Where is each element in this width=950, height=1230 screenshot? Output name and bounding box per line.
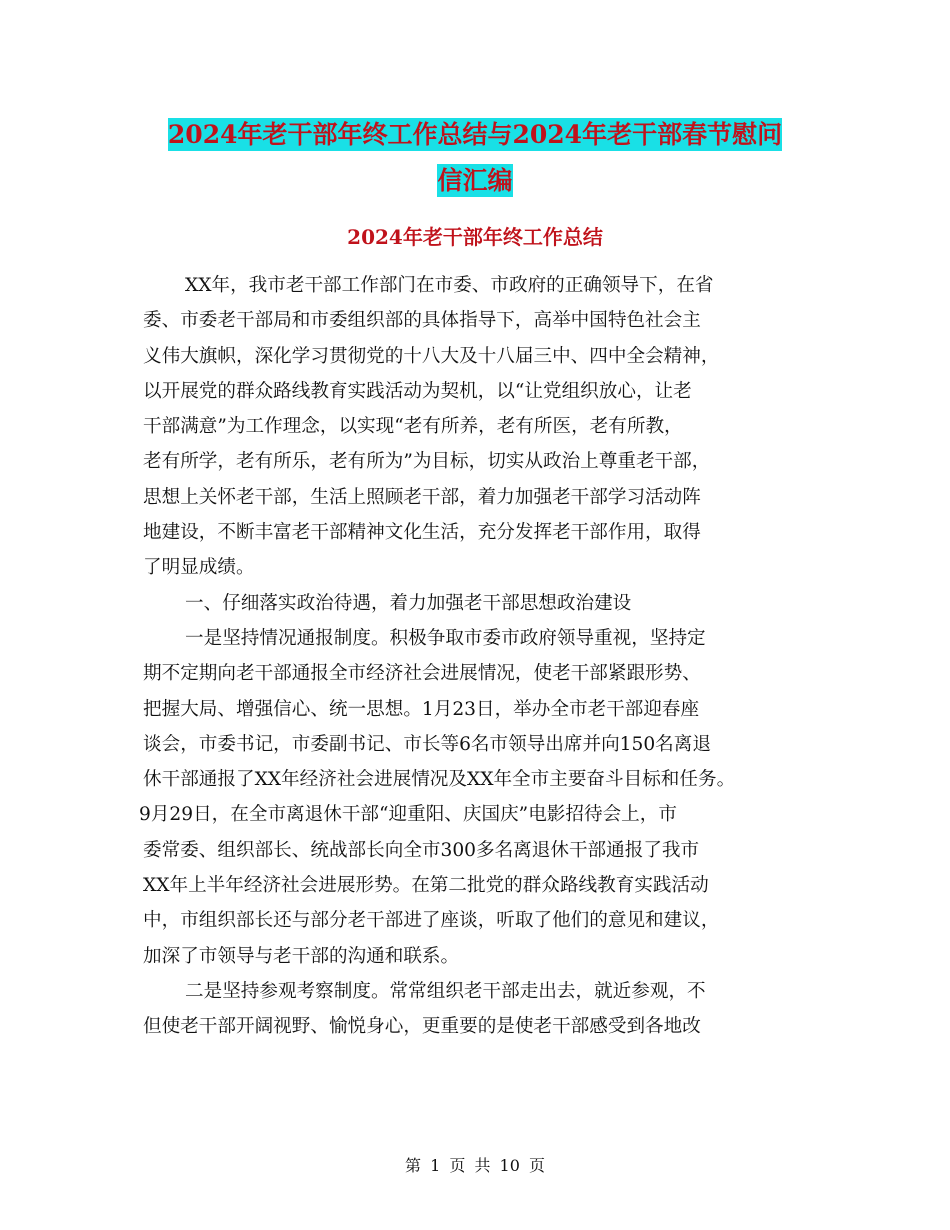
body-line: 以开展党的群众路线教育实践活动为契机，以“让党组织放心，让老 [143, 380, 692, 402]
body-line: 委、市委老干部局和市委组织部的具体指导下，高举中国特色社会主 [143, 310, 701, 332]
body-line: 二是坚持参观考察制度。常常组织老干部走出去，就近参观，不 [185, 980, 706, 1002]
body-line: 休干部通报了XX年经济社会进展情况及XX年全市主要奋斗目标和任务。 [143, 769, 736, 791]
document-title [0, 112, 950, 204]
body-line: 思想上关怀老干部，生活上照顾老干部，着力加强老干部学习活动阵 [143, 486, 701, 508]
page-number-footer: 第 1 页 共 10 页 [405, 1156, 545, 1175]
section-subheading: 一、仔细落实政治待遇，着力加强老干部思想政治建设 [185, 592, 632, 614]
body-line: 地建设，不断丰富老干部精神文化生活，充分发挥老干部作用，取得 [143, 522, 701, 544]
body-line: 但使老干部开阔视野、愉悦身心，更重要的是使老干部感受到各地改 [143, 1016, 701, 1038]
title-line-2: 信汇编 [437, 166, 513, 195]
body-line: XX年，我市老干部工作部门在市委、市政府的正确领导下，在省 [185, 275, 714, 296]
body-line: XX年上半年经济社会进展形势。在第二批党的群众路线教育实践活动 [143, 875, 709, 897]
body-line: 谈会，市委书记，市委副书记、市长等6名市领导出席并向150名离退 [143, 733, 711, 755]
body-line: 9月29日，在全市离退休干部“迎重阳、庆国庆”电影招待会上，市 [139, 804, 677, 826]
body-line: 委常委、组织部长、统战部长向全市300多名离退休干部通报了我市 [143, 839, 700, 861]
body-line: 老有所学，老有所乐，老有所为”为目标，切实从政治上尊重老干部， [143, 451, 711, 473]
section-heading: 2024年老干部年终工作总结 [347, 225, 603, 249]
body-line: 把握大局、增强信心、统一思想。1月23日，举办全市老干部迎春座 [143, 698, 700, 720]
body-line: 一是坚持情况通报制度。积极争取市委市政府领导重视，坚持定 [185, 627, 706, 649]
title-line-1: 2024年老干部年终工作总结与2024年老干部春节慰问 [167, 120, 783, 149]
document-body [139, 268, 823, 1045]
body-line: 加深了市领导与老干部的沟通和联系。 [143, 945, 460, 967]
body-line: 干部满意”为工作理念，以实现“老有所养，老有所医，老有所教， [143, 416, 683, 438]
body-line: 期不定期向老干部通报全市经济社会进展情况，使老干部紧跟形势、 [143, 663, 701, 685]
body-line: 义伟大旗帜，深化学习贯彻党的十八大及十八届三中、四中全会精神， [143, 345, 720, 367]
body-line: 了明显成绩。 [143, 557, 255, 579]
body-line: 中，市组织部长还与部分老干部进了座谈，听取了他们的意见和建议， [143, 910, 720, 932]
